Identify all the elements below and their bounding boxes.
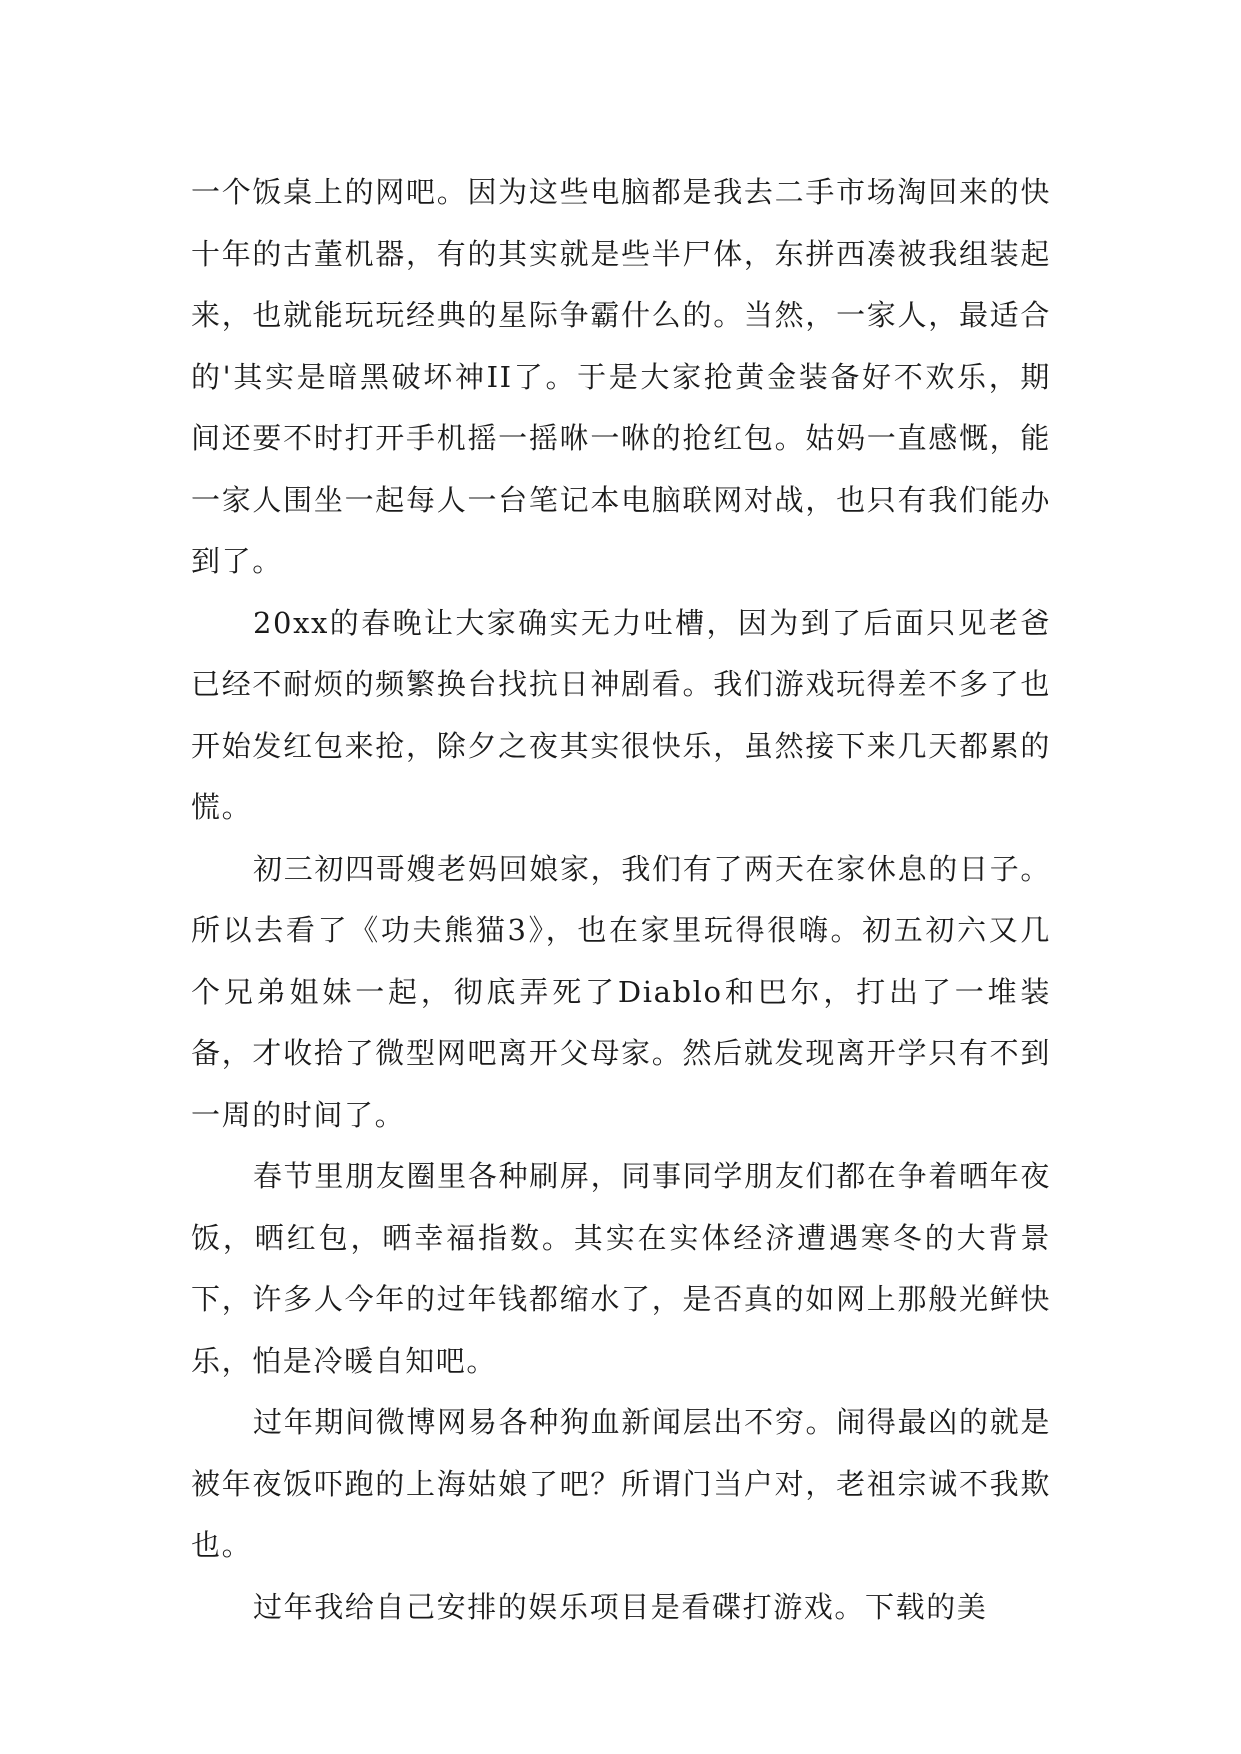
paragraph-3: 初三初四哥嫂老妈回娘家，我们有了两天在家休息的日子。所以去看了《功夫熊猫3》，也在家里玩得很嗨。初五初六又几个兄弟姐妹一起，彻底弄死了Diablo和巴尔，打出了一堆装备，才收拾了微型网吧离开父母家。然后就发现离开学只有不到一周的时间了。 (191, 851, 1051, 1132)
paragraph-2: 20xx的春晚让大家确实无力吐槽，因为到了后面只见老爸已经不耐烦的频繁换台找抗日神剧看。我们游戏玩得差不多了也开始发红包来抢，除夕之夜其实很快乐，虽然接下来几天都累的慌。 (191, 605, 1051, 824)
document-body (191, 162, 1051, 1638)
paragraph-1: 一个饭桌上的网吧。因为这些电脑都是我去二手市场淘回来的快十年的古董机器，有的其实就是些半尸体，东拼西凑被我组装起来，也就能玩玩经典的星际争霸什么的。当然，一家人，最适合的'其实是暗黑破坏神II了。于是大家抢黄金装备好不欢乐，期间还要不时打开手机摇一摇咻一咻的抢红包。姑妈一直感慨，能一家人围坐一起每人一台笔记本电脑联网对战，也只有我们能办到了。 (191, 175, 1051, 578)
paragraph-6: 过年我给自己安排的娱乐项目是看碟打游戏。下载的美 (253, 1589, 988, 1624)
paragraph-4: 春节里朋友圈里各种刷屏，同事同学朋友们都在争着晒年夜饭，晒红包，晒幸福指数。其实在实体经济遭遇寒冬的大背景下，许多人今年的过年钱都缩水了，是否真的如网上那般光鲜快乐，怕是冷暖自知吧。 (191, 1159, 1051, 1378)
paragraph-5: 过年期间微博网易各种狗血新闻层出不穷。闹得最凶的就是被年夜饭吓跑的上海姑娘了吧？所谓门当户对，老祖宗诚不我欺也。 (191, 1405, 1051, 1562)
